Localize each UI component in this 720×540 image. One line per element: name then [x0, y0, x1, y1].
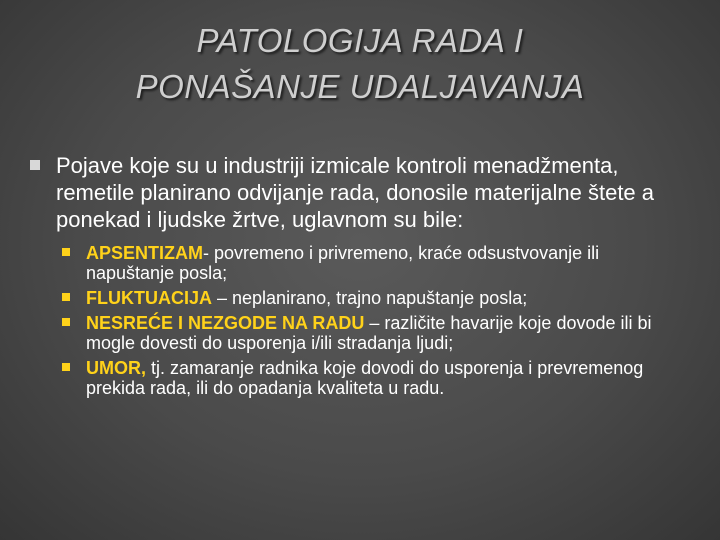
term-label: APSENTIZAM [86, 243, 203, 263]
square-bullet-icon [62, 293, 70, 301]
sub-bullet-list [62, 243, 692, 398]
title-line-1: PATOLOGIJA RADA I [196, 22, 524, 59]
slide-title [0, 18, 720, 110]
slide-body [30, 152, 700, 403]
term-label: UMOR, [86, 358, 146, 378]
square-bullet-icon [62, 363, 70, 371]
term-description: – neplanirano, trajno napuštanje posla; [212, 288, 528, 308]
list-item-nesrece [62, 313, 692, 353]
list-item-fluktuacija [62, 288, 692, 308]
term-label: NESREĆE I NEZGODE NA RADU [86, 313, 365, 333]
term-description: - povremeno i privremeno, kraće odsustvovanje ili napuštanje posla; [86, 243, 600, 283]
main-bullet-text: Pojave koje su u industriji izmicale kontroli menadžmenta, remetile planirano odvijanje rada, donosile materijalne štete a ponekad i ljudske žrtve, uglavnom su bile: [56, 153, 655, 232]
list-item-umor [62, 358, 692, 398]
square-bullet-icon [30, 160, 40, 170]
square-bullet-icon [62, 248, 70, 256]
term-description: – različite havarije koje dovode ili bi mogle dovesti do usporenja i/ili stradanja ljudi; [86, 313, 652, 353]
list-item-apsentizam [62, 243, 692, 283]
term-label: FLUKTUACIJA [86, 288, 212, 308]
main-bullet [30, 152, 700, 233]
title-line-2: PONAŠANJE UDALJAVANJA [135, 68, 585, 105]
term-description: tj. zamaranje radnika koje dovodi do usporenja i prevremenog prekida rada, ili do opadanja kvaliteta u radu. [86, 358, 644, 398]
square-bullet-icon [62, 318, 70, 326]
